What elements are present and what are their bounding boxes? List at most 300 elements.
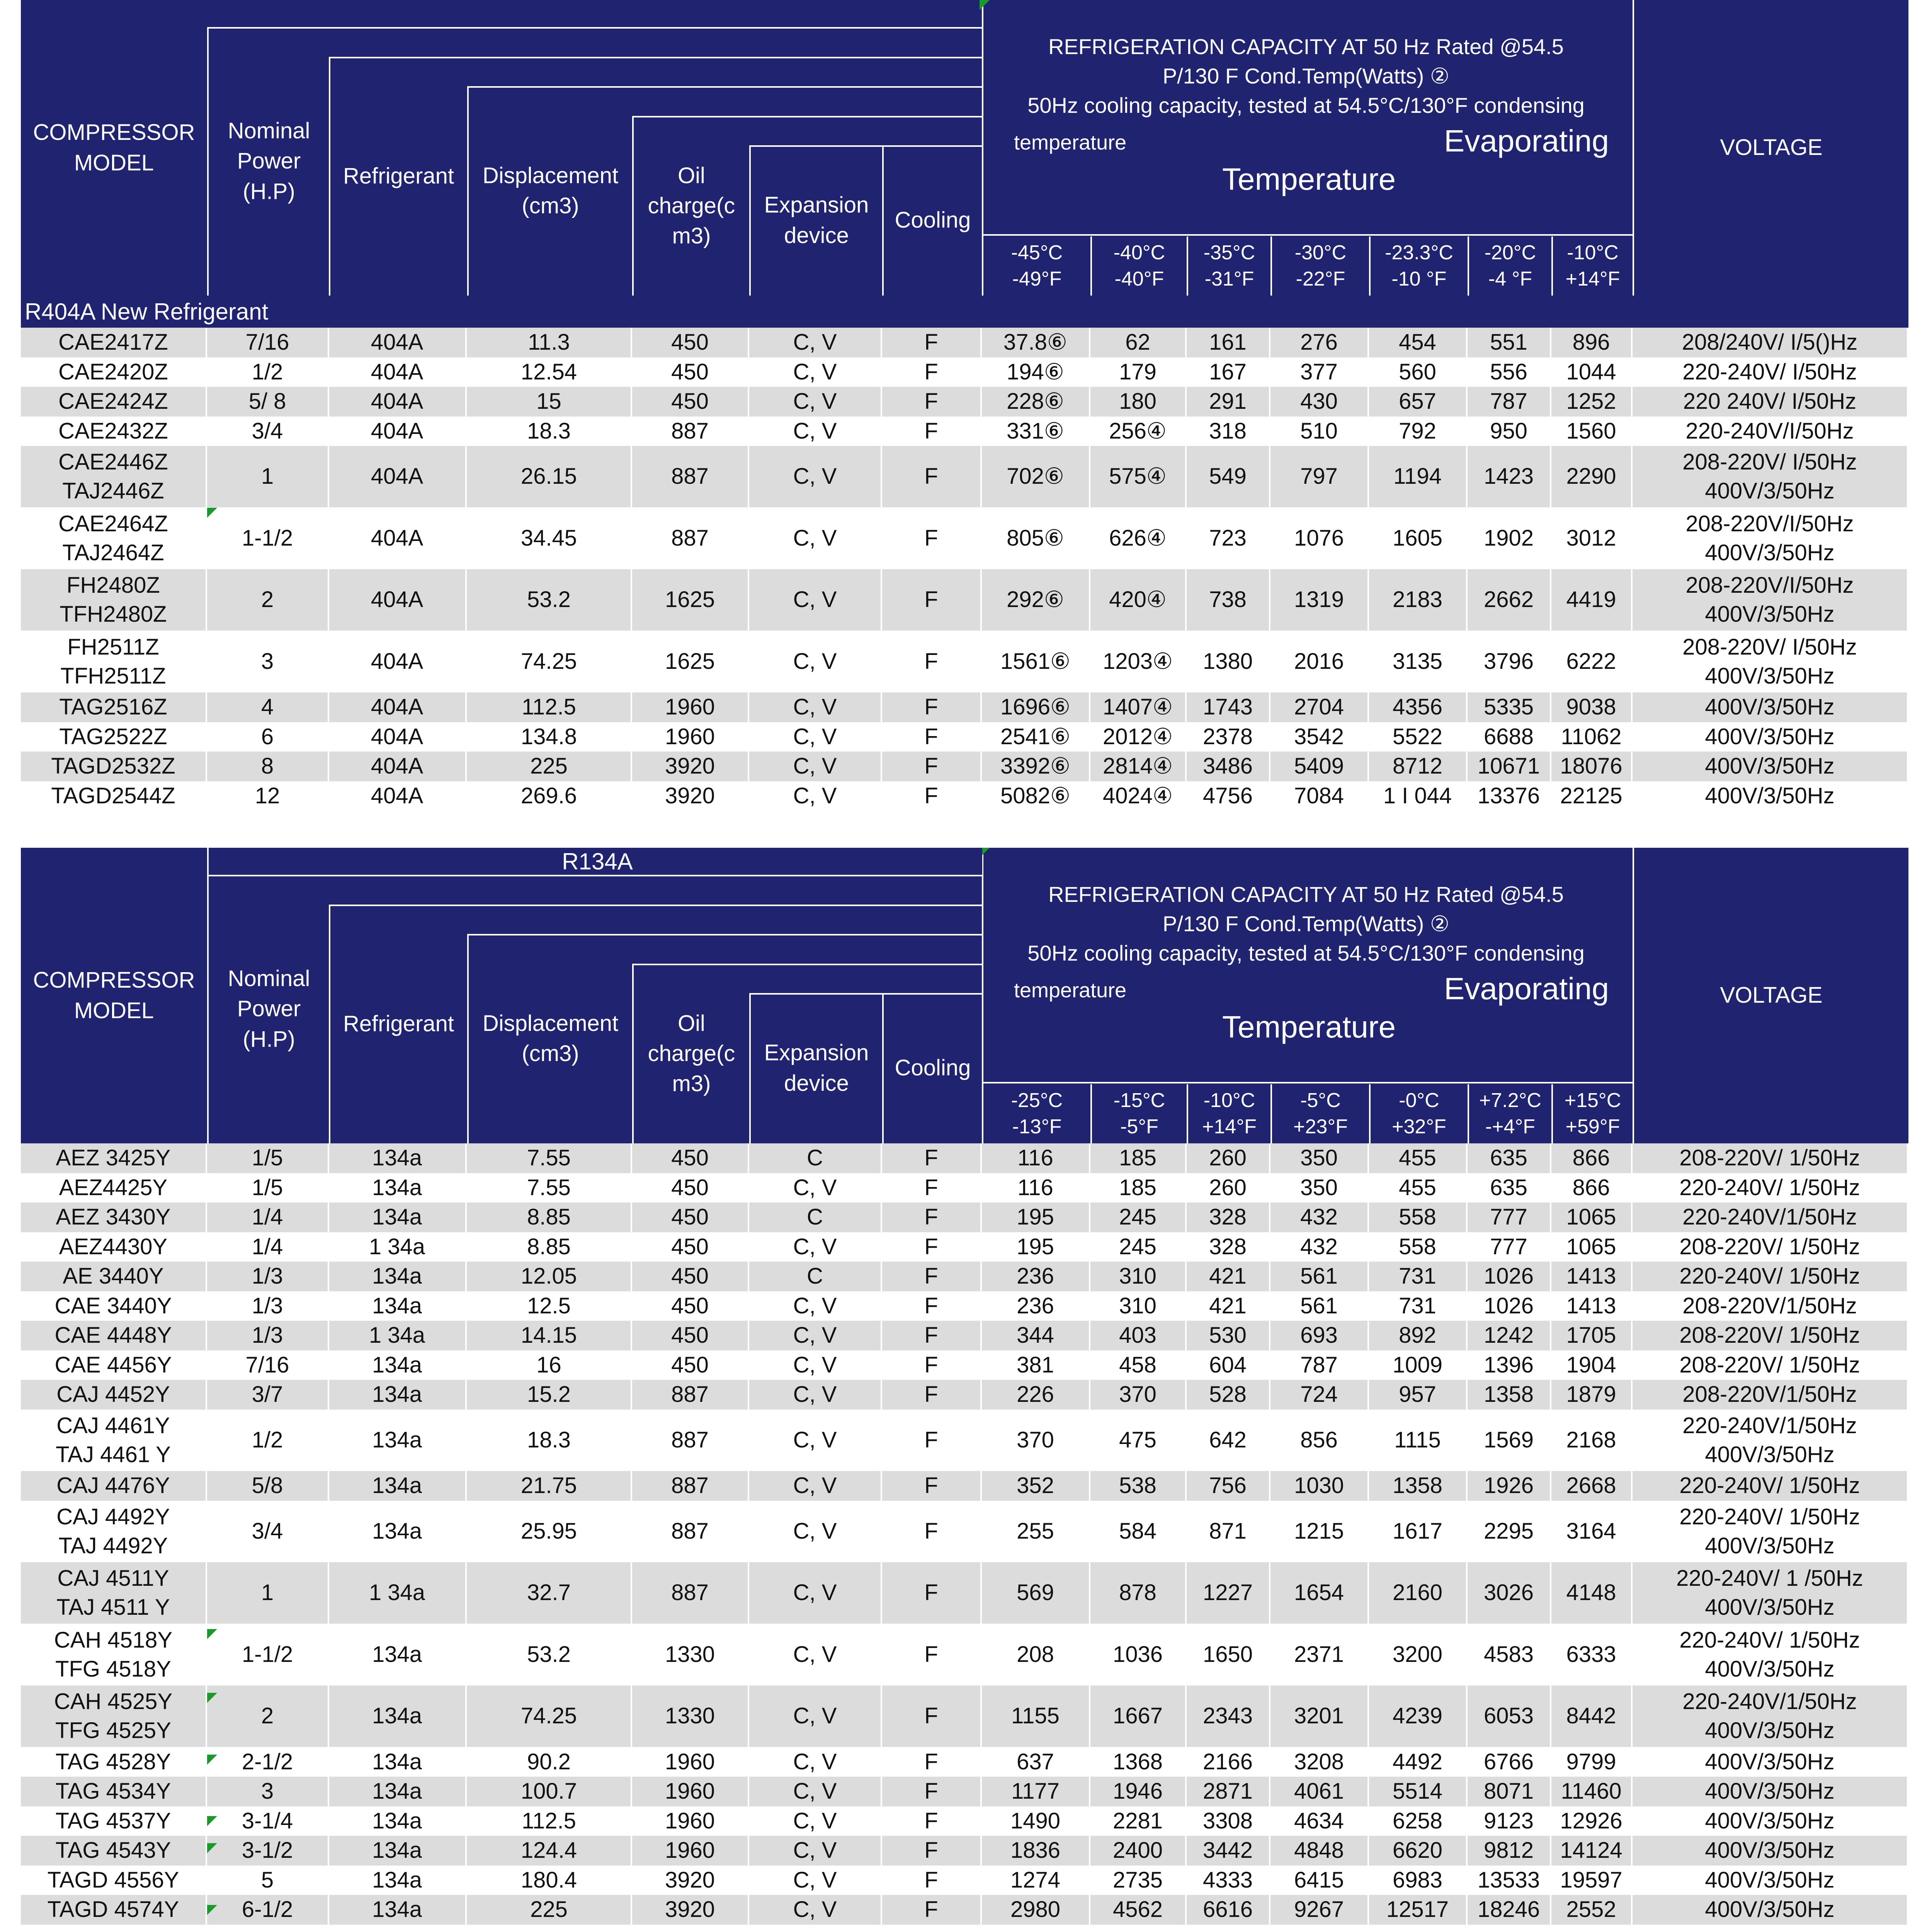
cell-ref: 134a [329, 1143, 467, 1173]
header-cooling: Cooling [882, 145, 982, 296]
cell-model: CAJ 4511Y TAJ 4511 Y [21, 1562, 207, 1624]
cell-oil: 887 [632, 1471, 749, 1501]
cell-cool: F [882, 1232, 982, 1262]
cell-capacity: 350 [1270, 1143, 1369, 1173]
cell-exp: C, V [749, 1471, 882, 1501]
header-oil-charge: Oil charge(c m3) [632, 116, 749, 296]
cell-cool: F [882, 1685, 982, 1747]
cell-cool: F [882, 1895, 982, 1925]
cell-capacity: 454 [1369, 328, 1468, 357]
cell-cool: F [882, 722, 982, 752]
cell-exp: C [749, 1202, 882, 1232]
cell-model: FH2480Z TFH2480Z [21, 569, 207, 631]
cell-cool: F [882, 692, 982, 722]
cell-capacity: 195 [982, 1232, 1090, 1262]
cell-oil: 1960 [632, 1836, 749, 1866]
cell-capacity: 352 [982, 1471, 1090, 1501]
cell-capacity: 161 [1187, 328, 1270, 357]
header-oil-charge: Oil charge(c m3) [632, 964, 749, 1144]
cell-exp: C, V [749, 1866, 882, 1895]
cell-capacity: 642 [1187, 1410, 1270, 1471]
cell-capacity: 260 [1187, 1143, 1270, 1173]
cell-hp: 1/3 [207, 1321, 329, 1350]
cell-model: FH2511Z TFH2511Z [21, 631, 207, 692]
cell-cool: F [882, 1624, 982, 1685]
header-temp-3: -30°C -22°F [1270, 236, 1369, 296]
cell-model: AEZ4430Y [21, 1232, 207, 1262]
cell-capacity: 18246 [1468, 1895, 1551, 1925]
cell-capacity: 4024④ [1090, 781, 1187, 811]
cell-cool: F [882, 1806, 982, 1836]
cell-model: CAE2417Z [21, 328, 207, 357]
cell-cool: F [882, 328, 982, 357]
cell-model: TAG2516Z [21, 692, 207, 722]
cell-capacity: 344 [982, 1321, 1090, 1350]
cell-capacity: 9799 [1551, 1747, 1633, 1777]
cell-capacity: 1946 [1090, 1777, 1187, 1806]
cell-hp: 2 [207, 1685, 329, 1747]
cell-capacity: 6333 [1551, 1624, 1633, 1685]
cell-ref: 1 34a [329, 1232, 467, 1262]
cell-capacity: 116 [982, 1173, 1090, 1203]
cell-disp: 15.2 [467, 1380, 632, 1410]
cell-exp: C, V [749, 1291, 882, 1321]
cell-capacity: 2814④ [1090, 752, 1187, 781]
cell-capacity: 1617 [1369, 1501, 1468, 1562]
cell-hp: 5 [207, 1866, 329, 1895]
cell-cool: F [882, 1350, 982, 1380]
cell-model: TAGD2544Z [21, 781, 207, 811]
cell-capacity: 604 [1187, 1350, 1270, 1380]
cell-capacity: 260 [1187, 1173, 1270, 1203]
cell-hp: 1/4 [207, 1202, 329, 1232]
cell-voltage: 400V/3/50Hz [1633, 781, 1908, 811]
cell-model: CAH 4525Y TFG 4525Y [21, 1685, 207, 1747]
cell-capacity: 637 [982, 1747, 1090, 1777]
cell-capacity: 1203④ [1090, 631, 1187, 692]
cell-capacity: 228⑥ [982, 387, 1090, 417]
comment-marker [980, 0, 990, 10]
cell-capacity: 3392⑥ [982, 752, 1090, 781]
cell-capacity: 657 [1369, 387, 1468, 417]
cell-capacity: 510 [1270, 417, 1369, 446]
cell-exp: C, V [749, 1562, 882, 1624]
cell-capacity: 635 [1468, 1143, 1551, 1173]
cell-model: CAE2464Z TAJ2464Z [21, 508, 207, 569]
cell-model: CAJ 4492Y TAJ 4492Y [21, 1501, 207, 1562]
cell-capacity: 245 [1090, 1202, 1187, 1232]
cell-capacity: 1044 [1551, 357, 1633, 387]
cell-capacity: 558 [1369, 1232, 1468, 1262]
cell-disp: 11.3 [467, 328, 632, 357]
cell-capacity: 1215 [1270, 1501, 1369, 1562]
cell-capacity: 561 [1270, 1262, 1369, 1291]
cell-cool: F [882, 357, 982, 387]
cell-cool: F [882, 1777, 982, 1806]
cell-model: CAE2446Z TAJ2446Z [21, 446, 207, 507]
cell-exp: C, V [749, 387, 882, 417]
cell-capacity: 5082⑥ [982, 781, 1090, 811]
cell-ref: 134a [329, 1262, 467, 1291]
cell-hp: 1/5 [207, 1173, 329, 1203]
header-refrigerant: Refrigerant [329, 57, 467, 296]
cell-voltage: 220 240V/ I/50Hz [1633, 387, 1908, 417]
cell-capacity: 3200 [1369, 1624, 1468, 1685]
comment-marker [207, 1629, 217, 1639]
cell-capacity: 8442 [1551, 1685, 1633, 1747]
cell-ref: 134a [329, 1202, 467, 1232]
cell-ref: 134a [329, 1685, 467, 1747]
cell-ref: 134a [329, 1866, 467, 1895]
cell-capacity: 4583 [1468, 1624, 1551, 1685]
cell-disp: 53.2 [467, 569, 632, 631]
cell-hp: 1/3 [207, 1291, 329, 1321]
cell-oil: 1330 [632, 1685, 749, 1747]
cell-capacity: 256④ [1090, 417, 1187, 446]
cell-capacity: 236 [982, 1291, 1090, 1321]
cell-capacity: 1026 [1468, 1262, 1551, 1291]
cell-capacity: 575④ [1090, 446, 1187, 507]
cell-capacity: 1036 [1090, 1624, 1187, 1685]
section-label: R134A [207, 848, 982, 875]
cell-oil: 450 [632, 1350, 749, 1380]
cell-capacity: 556 [1468, 357, 1551, 387]
cell-exp: C [749, 1143, 882, 1173]
cell-oil: 1330 [632, 1624, 749, 1685]
cell-capacity: 4333 [1187, 1866, 1270, 1895]
cell-ref: 404A [329, 752, 467, 781]
cell-capacity: 11460 [1551, 1777, 1633, 1806]
cell-exp: C, V [749, 1350, 882, 1380]
header-rule [467, 934, 982, 935]
cell-capacity: 805⑥ [982, 508, 1090, 569]
cell-capacity: 432 [1270, 1202, 1369, 1232]
cell-model: TAG2522Z [21, 722, 207, 752]
cell-exp: C, V [749, 328, 882, 357]
header-rule [467, 86, 982, 88]
cell-capacity: 2012④ [1090, 722, 1187, 752]
cell-exp: C, V [749, 781, 882, 811]
cell-hp: 6 [207, 722, 329, 752]
cell-cool: F [882, 1291, 982, 1321]
cell-disp: 12.5 [467, 1291, 632, 1321]
cell-exp: C, V [749, 1232, 882, 1262]
cell-voltage: 220-240V/1/50Hz 400V/3/50Hz [1633, 1685, 1908, 1747]
cell-capacity: 5514 [1369, 1777, 1468, 1806]
cell-capacity: 2541⑥ [982, 722, 1090, 752]
cell-capacity: 1 I 044 [1369, 781, 1468, 811]
cell-hp: 1-1/2 [207, 1624, 329, 1685]
cell-capacity: 2168 [1551, 1410, 1633, 1471]
cell-model: CAJ 4476Y [21, 1471, 207, 1501]
cell-disp: 14.15 [467, 1321, 632, 1350]
cell-capacity: 787 [1468, 387, 1551, 417]
section-label: R404A New Refrigerant [21, 296, 1908, 328]
cell-capacity: 1605 [1369, 508, 1468, 569]
cell-ref: 404A [329, 722, 467, 752]
cell-voltage: 208-220V/ 1/50Hz [1633, 1350, 1908, 1380]
cell-ref: 404A [329, 692, 467, 722]
cell-capacity: 738 [1187, 569, 1270, 631]
cell-hp: 1 [207, 446, 329, 507]
cell-ref: 134a [329, 1410, 467, 1471]
cell-ref: 134a [329, 1471, 467, 1501]
cell-capacity: 37.8⑥ [982, 328, 1090, 357]
cell-capacity: 2552 [1551, 1895, 1633, 1925]
cell-hp: 3/7 [207, 1380, 329, 1410]
cell-disp: 26.15 [467, 446, 632, 507]
cell-oil: 887 [632, 1562, 749, 1624]
cell-cool: F [882, 631, 982, 692]
header-temp-4: -0°C +32°F [1369, 1084, 1468, 1143]
comment-marker [207, 508, 217, 518]
cell-capacity: 2871 [1187, 1777, 1270, 1806]
cell-capacity: 6258 [1369, 1806, 1468, 1836]
cell-capacity: 475 [1090, 1410, 1187, 1471]
cell-ref: 404A [329, 357, 467, 387]
cell-ref: 134a [329, 1350, 467, 1380]
cell-oil: 1960 [632, 1777, 749, 1806]
cell-capacity: 421 [1187, 1262, 1270, 1291]
cell-capacity: 4848 [1270, 1836, 1369, 1866]
cell-ref: 404A [329, 387, 467, 417]
cell-capacity: 1358 [1369, 1471, 1468, 1501]
cell-model: AEZ 3430Y [21, 1202, 207, 1232]
cell-capacity: 3796 [1468, 631, 1551, 692]
cell-capacity: 8712 [1369, 752, 1468, 781]
cell-disp: 7.55 [467, 1173, 632, 1203]
header-rule [207, 27, 982, 29]
cell-capacity: 635 [1468, 1173, 1551, 1203]
header-nominal-power: Nominal Power (H.P) [207, 875, 329, 1143]
header-rule [632, 964, 982, 965]
cell-capacity: 3486 [1187, 752, 1270, 781]
cell-oil: 3920 [632, 1895, 749, 1925]
cell-hp: 7/16 [207, 328, 329, 357]
header-temp-2: -10°C +14°F [1187, 1084, 1270, 1143]
cell-cool: F [882, 1747, 982, 1777]
cell-ref: 404A [329, 569, 467, 631]
cell-capacity: 1413 [1551, 1291, 1633, 1321]
header-rule [749, 145, 982, 147]
cell-oil: 450 [632, 1232, 749, 1262]
cell-disp: 16 [467, 1350, 632, 1380]
cell-capacity: 530 [1187, 1321, 1270, 1350]
cell-capacity: 561 [1270, 1291, 1369, 1321]
cell-capacity: 12926 [1551, 1806, 1633, 1836]
cell-ref: 134a [329, 1291, 467, 1321]
cell-hp: 1/2 [207, 357, 329, 387]
capacity-title: REFRIGERATION CAPACITY AT 50 Hz Rated @54.5 P/130 F Cond.Temp(Watts) ② 50Hz cooling capacity, tested at 54.5°C/130°F condensing [1027, 34, 1585, 118]
cell-disp: 15 [467, 387, 632, 417]
cell-voltage: 208-220V/ I/50Hz 400V/3/50Hz [1633, 631, 1908, 692]
cell-disp: 74.25 [467, 1685, 632, 1747]
cell-disp: 225 [467, 752, 632, 781]
cell-ref: 134a [329, 1624, 467, 1685]
cell-exp: C, V [749, 722, 882, 752]
cell-ref: 1 34a [329, 1321, 467, 1350]
cell-hp: 3-1/4 [207, 1806, 329, 1836]
cell-capacity: 896 [1551, 328, 1633, 357]
cell-cool: F [882, 387, 982, 417]
cell-voltage: 400V/3/50Hz [1633, 1866, 1908, 1895]
cell-capacity: 558 [1369, 1202, 1468, 1232]
cell-oil: 1625 [632, 569, 749, 631]
cell-ref: 134a [329, 1895, 467, 1925]
cell-capacity: 856 [1270, 1410, 1369, 1471]
cell-capacity: 2980 [982, 1895, 1090, 1925]
cell-disp: 8.85 [467, 1232, 632, 1262]
cell-cool: F [882, 1143, 982, 1173]
cell-capacity: 1065 [1551, 1232, 1633, 1262]
cell-capacity: 3442 [1187, 1836, 1270, 1866]
header-expansion-device: Expansion device [749, 993, 882, 1143]
cell-capacity: 731 [1369, 1262, 1468, 1291]
cell-capacity: 1076 [1270, 508, 1369, 569]
cell-voltage: 208-220V/ 1/50Hz [1633, 1143, 1908, 1173]
cell-exp: C, V [749, 1806, 882, 1836]
cell-capacity: 1227 [1187, 1562, 1270, 1624]
header-compressor-model: COMPRESSOR MODEL [21, 0, 207, 296]
cell-hp: 4 [207, 692, 329, 722]
cell-capacity: 236 [982, 1262, 1090, 1291]
cell-voltage: 208-220V/1/50Hz [1633, 1380, 1908, 1410]
cell-ref: 134a [329, 1806, 467, 1836]
header-compressor-model: COMPRESSOR MODEL [21, 848, 207, 1143]
cell-capacity: 194⑥ [982, 357, 1090, 387]
cell-capacity: 370 [1090, 1380, 1187, 1410]
capacity-temperature-word: temperature [1014, 979, 1127, 1002]
cell-capacity: 2281 [1090, 1806, 1187, 1836]
cell-capacity: 1009 [1369, 1350, 1468, 1380]
header-voltage: VOLTAGE [1633, 848, 1908, 1143]
header-temp-0: -25°C -13°F [982, 1084, 1090, 1143]
cell-capacity: 6688 [1468, 722, 1551, 752]
cell-voltage: 400V/3/50Hz [1633, 1836, 1908, 1866]
header-temp-4: -23.3°C -10 °F [1369, 236, 1468, 296]
cell-ref: 1 34a [329, 1562, 467, 1624]
cell-capacity: 957 [1369, 1380, 1468, 1410]
cell-exp: C, V [749, 752, 882, 781]
cell-voltage: 400V/3/50Hz [1633, 1895, 1908, 1925]
cell-capacity: 693 [1270, 1321, 1369, 1350]
cell-capacity: 2371 [1270, 1624, 1369, 1685]
cell-voltage: 400V/3/50Hz [1633, 1777, 1908, 1806]
cell-oil: 1960 [632, 722, 749, 752]
cell-capacity: 1902 [1468, 508, 1551, 569]
cell-capacity: 1560 [1551, 417, 1633, 446]
cell-capacity: 18076 [1551, 752, 1633, 781]
cell-capacity: 950 [1468, 417, 1551, 446]
cell-capacity: 2378 [1187, 722, 1270, 752]
cell-capacity: 432 [1270, 1232, 1369, 1262]
cell-capacity: 584 [1090, 1501, 1187, 1562]
cell-hp: 3/4 [207, 417, 329, 446]
cell-ref: 134a [329, 1836, 467, 1866]
cell-voltage: 400V/3/50Hz [1633, 1806, 1908, 1836]
header-temp-6: +15°C +59°F [1551, 1084, 1633, 1143]
header-temp-5: +7.2°C -+4°F [1468, 1084, 1551, 1143]
cell-capacity: 1194 [1369, 446, 1468, 507]
header-temp-6: -10°C +14°F [1551, 236, 1633, 296]
cell-disp: 21.75 [467, 1471, 632, 1501]
cell-oil: 887 [632, 417, 749, 446]
cell-capacity: 6415 [1270, 1866, 1369, 1895]
cell-capacity: 370 [982, 1410, 1090, 1471]
cell-capacity: 6620 [1369, 1836, 1468, 1866]
cell-exp: C, V [749, 1321, 882, 1350]
cell-capacity: 2343 [1187, 1685, 1270, 1747]
cell-oil: 450 [632, 1173, 749, 1203]
cell-voltage: 220-240V/ I/50Hz [1633, 357, 1908, 387]
capacity-evaporating: Evaporating [1444, 971, 1609, 1006]
cell-capacity: 14124 [1551, 1836, 1633, 1866]
header-temp-2: -35°C -31°F [1187, 236, 1270, 296]
cell-capacity: 2735 [1090, 1866, 1187, 1895]
cell-exp: C, V [749, 508, 882, 569]
cell-model: AE 3440Y [21, 1262, 207, 1291]
cell-capacity: 777 [1468, 1202, 1551, 1232]
cell-oil: 450 [632, 1262, 749, 1291]
cell-exp: C, V [749, 1836, 882, 1866]
cell-capacity: 538 [1090, 1471, 1187, 1501]
cell-capacity: 756 [1187, 1471, 1270, 1501]
cell-oil: 450 [632, 1143, 749, 1173]
header-rule [329, 905, 982, 906]
cell-oil: 887 [632, 508, 749, 569]
header-temp-5: -20°C -4 °F [1468, 236, 1551, 296]
cell-model: CAE2432Z [21, 417, 207, 446]
cell-disp: 32.7 [467, 1562, 632, 1624]
cell-capacity: 292⑥ [982, 569, 1090, 631]
cell-capacity: 1065 [1551, 1202, 1633, 1232]
cell-oil: 450 [632, 1291, 749, 1321]
cell-capacity: 276 [1270, 328, 1369, 357]
cell-capacity: 310 [1090, 1291, 1187, 1321]
cell-voltage: 400V/3/50Hz [1633, 722, 1908, 752]
capacity-temperature: Temperature [1222, 162, 1396, 196]
cell-cool: F [882, 1562, 982, 1624]
cell-capacity: 9267 [1270, 1895, 1369, 1925]
cell-capacity: 6983 [1369, 1866, 1468, 1895]
cell-cool: F [882, 1380, 982, 1410]
cell-capacity: 455 [1369, 1143, 1468, 1173]
cell-voltage: 400V/3/50Hz [1633, 1747, 1908, 1777]
cell-capacity: 6222 [1551, 631, 1633, 692]
cell-exp: C, V [749, 1380, 882, 1410]
cell-ref: 404A [329, 781, 467, 811]
cell-capacity: 2290 [1551, 446, 1633, 507]
cell-voltage: 220-240V/I/50Hz [1633, 417, 1908, 446]
header-rule [632, 116, 982, 117]
cell-capacity: 179 [1090, 357, 1187, 387]
cell-hp: 1-1/2 [207, 508, 329, 569]
cell-oil: 3920 [632, 781, 749, 811]
cell-disp: 112.5 [467, 1806, 632, 1836]
cell-exp: C, V [749, 569, 882, 631]
cell-voltage: 208-220V/I/50Hz 400V/3/50Hz [1633, 508, 1908, 569]
cell-exp: C, V [749, 1501, 882, 1562]
cell-disp: 90.2 [467, 1747, 632, 1777]
cell-cool: F [882, 1501, 982, 1562]
header-temp-3: -5°C +23°F [1270, 1084, 1369, 1143]
cell-capacity: 458 [1090, 1350, 1187, 1380]
cell-voltage: 208-220V/1/50Hz [1633, 1291, 1908, 1321]
capacity-title: REFRIGERATION CAPACITY AT 50 Hz Rated @54.5 P/130 F Cond.Temp(Watts) ② 50Hz cooling capacity, tested at 54.5°C/130°F condensing [1027, 882, 1585, 966]
cell-capacity: 1654 [1270, 1562, 1369, 1624]
cell-capacity: 6053 [1468, 1685, 1551, 1747]
cell-exp: C, V [749, 692, 882, 722]
